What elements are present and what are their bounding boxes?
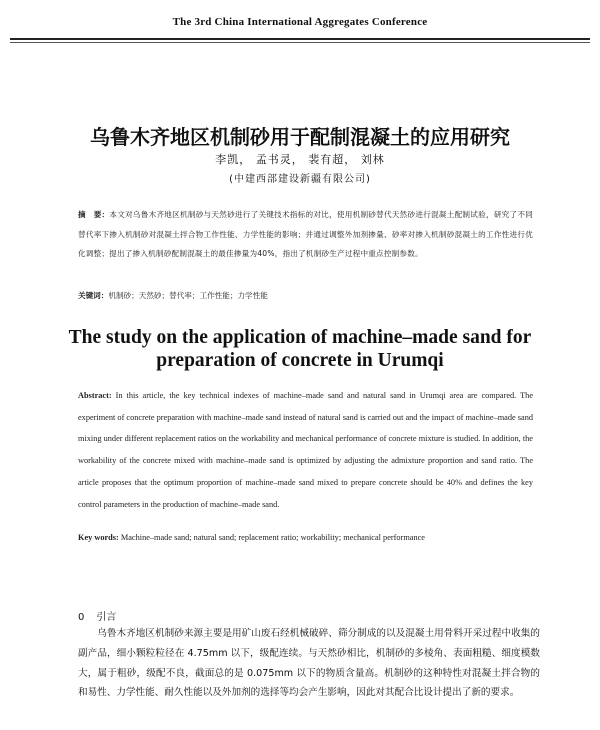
conference-header: The 3rd China International Aggregates Conference: [172, 16, 428, 28]
chinese-title: 乌鲁木齐地区机制砂用于配制混凝土的应用研究: [90, 125, 510, 149]
chinese-keywords-text: 机制砂；天然砂；替代率；工作性能；力学性能: [108, 291, 268, 300]
authors: 李凯， 孟书灵， 裴有超， 刘林: [215, 153, 385, 166]
section-heading-introduction: [78, 608, 116, 623]
english-abstract-text: In this article, the key technical indexes of machine–made sand and natural sand in Urumqi area are compared. The experiment of concrete preparation with machine–made sand instead of natural sand is carried out and the impact of machine–made sand mixing under different replacement ratios on the workability and mechanical performance of concrete mixture is studied. In addition, the workability of the concrete mixed with machine–made sand is optimized by adjusting the admixture proportion and sand ratio. The article proposes that the optimum proportion of machine–made sand mixed to prepare concrete should be 40% and defines the key control parameters in the production of machine–made sand.: [78, 391, 533, 509]
affiliation: (中建西部建设新疆有限公司): [229, 174, 371, 185]
chinese-abstract-text: 本文对乌鲁木齐地区机制砂与天然砂进行了关键技术指标的对比，使用机制砂替代天然砂进行混凝土配制试验，研究了不同替代率下掺入机制砂对混凝土拌合物工作性能、力学性能的影响；并通过调整外加剂掺量、砂率对掺入机制砂混凝土的工作性进行优化调整；提出了掺入机制砂配制混凝土的最佳掺量为40%，指出了机制砂生产过程中重点控制参数。: [78, 210, 533, 258]
introduction-paragraph: 乌鲁木齐地区机制砂来源主要是用矿山废石经机械破碎、筛分制成的以及混凝土用骨料开采过程中收集的副产品，细小颗粒粒径在 4.75mm 以下，级配连续。与天然砂相比，机制砂的多棱角、表面粗糙、细度模数大，属于粗砂，级配不良，截面总的是 0.075mm 以下的物质含量高。机制砂的这种特性对混凝土拌合物的和易性、力学性能、耐久性能以及外加剂的选择等均会产生影响，因此对其配合比设计提出了新的要求。: [78, 628, 540, 699]
chinese-keywords-label: 关键词：: [78, 291, 109, 300]
english-keywords: [78, 533, 533, 542]
english-abstract-label: Abstract:: [78, 391, 112, 400]
chinese-abstract: [78, 205, 533, 264]
english-keywords-text: Machine–made sand; natural sand; replacement ratio; workability; mechanical performance: [118, 533, 425, 542]
chinese-abstract-label: 摘 要：: [78, 210, 110, 219]
header-rule-thin: [10, 42, 590, 43]
english-keywords-label: Key words:: [78, 533, 119, 542]
chinese-keywords: [78, 290, 533, 301]
section-number: 0: [78, 612, 85, 623]
english-title: The study on the application of machine–made sand for preparation of concrete in Urumqi: [68, 327, 532, 371]
header-rule-thick: [10, 38, 590, 40]
english-abstract: [78, 385, 533, 515]
section-title: 引言: [96, 612, 117, 623]
